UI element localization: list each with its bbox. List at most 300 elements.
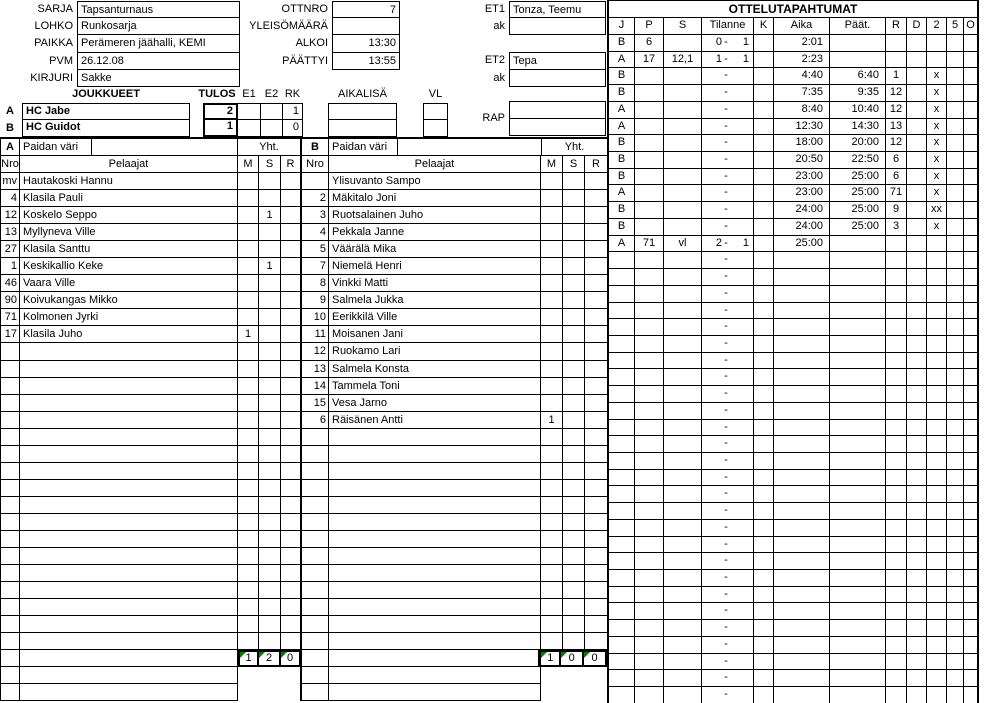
empty-event-row[interactable]: [609, 269, 977, 286]
player-row[interactable]: [1, 292, 301, 309]
empty-player-row[interactable]: [302, 599, 607, 616]
event-row[interactable]: [609, 52, 977, 69]
cell-goals[interactable]: [238, 412, 259, 428]
cell-assists[interactable]: [664, 202, 702, 219]
cell-player-number[interactable]: 9: [886, 202, 907, 219]
cell-o[interactable]: [964, 420, 977, 437]
cell-team[interactable]: B: [609, 135, 635, 152]
cell-penalties[interactable]: [585, 514, 607, 530]
cell-scorer[interactable]: [635, 386, 664, 403]
cell-2min[interactable]: [927, 620, 947, 637]
cell-k[interactable]: [754, 35, 774, 52]
event-row[interactable]: [609, 169, 977, 186]
cell-o[interactable]: [964, 219, 977, 236]
cell-team[interactable]: [609, 436, 635, 453]
cell-k[interactable]: [754, 670, 774, 687]
cell-score[interactable]: [702, 336, 754, 353]
cell-d[interactable]: [907, 654, 927, 671]
cell-time-end[interactable]: 14:30: [830, 119, 886, 136]
cell-player-name[interactable]: Hautakoski Hannu: [20, 173, 238, 189]
cell-number[interactable]: 11: [302, 326, 329, 342]
cell-assists[interactable]: [664, 185, 702, 202]
empty-player-row[interactable]: [1, 429, 301, 446]
event-row[interactable]: [609, 236, 977, 253]
cell-assists[interactable]: vl: [664, 236, 702, 253]
cell-goals[interactable]: [541, 582, 563, 598]
cell-penalties[interactable]: [281, 633, 300, 649]
cell-score[interactable]: [702, 135, 754, 152]
cell-assists[interactable]: [259, 463, 281, 479]
cell-time-start[interactable]: [774, 336, 830, 353]
cell-time-start[interactable]: [774, 687, 830, 703]
cell-goals[interactable]: [238, 582, 259, 598]
event-row[interactable]: [609, 85, 977, 102]
cell-assists[interactable]: [563, 429, 585, 445]
cell-5min[interactable]: [947, 152, 964, 169]
cell-o[interactable]: [964, 486, 977, 503]
cell-score[interactable]: [702, 319, 754, 336]
cell-o[interactable]: [964, 386, 977, 403]
cell-team[interactable]: [609, 587, 635, 604]
cell-player-number[interactable]: [886, 654, 907, 671]
cell-number[interactable]: [1, 548, 20, 564]
player-row[interactable]: [302, 309, 607, 326]
cell-number[interactable]: 4: [1, 190, 20, 206]
cell-d[interactable]: [907, 269, 927, 286]
cell-assists[interactable]: [563, 275, 585, 291]
cell-scorer[interactable]: [635, 252, 664, 269]
cell-penalties[interactable]: [585, 497, 607, 513]
cell-5min[interactable]: [947, 319, 964, 336]
cell-player-number[interactable]: [886, 353, 907, 370]
cell-player-number[interactable]: [886, 420, 907, 437]
cell-number[interactable]: [1, 395, 20, 411]
event-row[interactable]: [609, 135, 977, 152]
cell-scorer[interactable]: [635, 152, 664, 169]
cell-penalties[interactable]: [281, 446, 300, 462]
cell-score[interactable]: [702, 520, 754, 537]
cell-penalties[interactable]: [281, 514, 300, 530]
cell-2min[interactable]: x: [927, 169, 947, 186]
cell-number[interactable]: [302, 480, 329, 496]
cell-goals[interactable]: [541, 258, 563, 274]
team-b-name-cell[interactable]: HC Guidot: [22, 120, 190, 137]
cell-2min[interactable]: [927, 403, 947, 420]
cell-player-name[interactable]: Moisanen Jani: [329, 326, 541, 342]
cell-goals[interactable]: [238, 565, 259, 581]
cell-time-end[interactable]: [830, 336, 886, 353]
cell-2min[interactable]: [927, 336, 947, 353]
cell-penalties[interactable]: [585, 378, 607, 394]
cell-2min[interactable]: [927, 319, 947, 336]
cell-d[interactable]: [907, 52, 927, 69]
cell-2min[interactable]: x: [927, 119, 947, 136]
cell-5min[interactable]: [947, 520, 964, 537]
cell-player-name[interactable]: Kolmonen Jyrki: [20, 309, 238, 325]
cell-scorer[interactable]: [635, 620, 664, 637]
cell-penalties[interactable]: [585, 463, 607, 479]
cell-d[interactable]: [907, 68, 927, 85]
cell-assists[interactable]: [259, 361, 281, 377]
cell-penalties[interactable]: [281, 224, 300, 240]
cell-team[interactable]: [609, 403, 635, 420]
cell-o[interactable]: [964, 319, 977, 336]
cell-k[interactable]: [754, 135, 774, 152]
cell-goals[interactable]: [541, 309, 563, 325]
player-row[interactable]: [1, 241, 301, 258]
cell-assists[interactable]: [563, 224, 585, 240]
cell-penalties[interactable]: [281, 173, 300, 189]
cell-o[interactable]: [964, 286, 977, 303]
cell-penalties[interactable]: [585, 548, 607, 564]
cell-2min[interactable]: [927, 470, 947, 487]
player-row[interactable]: [302, 361, 607, 378]
team-a-e1-cell[interactable]: [237, 103, 261, 120]
cell-assists[interactable]: [664, 503, 702, 520]
cell-score[interactable]: [702, 269, 754, 286]
cell-2min[interactable]: [927, 286, 947, 303]
cell-number[interactable]: [1, 480, 20, 496]
cell-score[interactable]: [702, 553, 754, 570]
cell-goals[interactable]: [238, 548, 259, 564]
player-row[interactable]: [302, 224, 607, 241]
cell-team[interactable]: [609, 303, 635, 320]
empty-player-row[interactable]: [302, 497, 607, 514]
cell-time-end[interactable]: [830, 537, 886, 554]
cell-d[interactable]: [907, 152, 927, 169]
cell-assists[interactable]: [664, 553, 702, 570]
empty-event-row[interactable]: [609, 353, 977, 370]
cell-player-number[interactable]: [886, 670, 907, 687]
cell-player-name[interactable]: Klasila Santtu: [20, 241, 238, 257]
cell-time-end[interactable]: 10:40: [830, 102, 886, 119]
cell-player-number[interactable]: [886, 403, 907, 420]
cell-2min[interactable]: [927, 269, 947, 286]
cell-o[interactable]: [964, 687, 977, 703]
cell-team[interactable]: [609, 369, 635, 386]
cell-player-number[interactable]: [886, 52, 907, 69]
cell-time-start[interactable]: [774, 637, 830, 654]
cell-time-end[interactable]: 25:00: [830, 219, 886, 236]
cell-penalties[interactable]: [585, 173, 607, 189]
cell-player-name[interactable]: [329, 531, 541, 547]
cell-assists[interactable]: [563, 326, 585, 342]
empty-player-row[interactable]: [1, 378, 301, 395]
cell-goals[interactable]: [238, 207, 259, 223]
cell-player-number[interactable]: [886, 453, 907, 470]
cell-penalties[interactable]: [585, 429, 607, 445]
cell-goals[interactable]: [238, 429, 259, 445]
cell-penalties[interactable]: [585, 531, 607, 547]
empty-player-row[interactable]: [1, 531, 301, 548]
cell-number[interactable]: [1, 343, 20, 359]
cell-number[interactable]: [1, 531, 20, 547]
cell-player-name[interactable]: Salmela Jukka: [329, 292, 541, 308]
cell-assists[interactable]: [664, 670, 702, 687]
cell-d[interactable]: [907, 185, 927, 202]
cell-time-end[interactable]: [830, 286, 886, 303]
cell-player-name[interactable]: [20, 480, 238, 496]
cell-assists[interactable]: [563, 395, 585, 411]
cell-assists[interactable]: [664, 654, 702, 671]
cell-score[interactable]: [702, 219, 754, 236]
cell-scorer[interactable]: [635, 587, 664, 604]
cell-assists[interactable]: [259, 548, 281, 564]
cell-score[interactable]: [702, 68, 754, 85]
cell-2min[interactable]: [927, 369, 947, 386]
cell-assists[interactable]: [563, 361, 585, 377]
cell-goals[interactable]: [541, 343, 563, 359]
cell-score[interactable]: [702, 353, 754, 370]
cell-scorer[interactable]: [635, 286, 664, 303]
cell-number[interactable]: [302, 531, 329, 547]
cell-goals[interactable]: [541, 241, 563, 257]
cell-number[interactable]: 10: [302, 309, 329, 325]
cell-time-start[interactable]: [774, 319, 830, 336]
cell-time-end[interactable]: [830, 252, 886, 269]
cell-penalties[interactable]: [281, 599, 300, 615]
cell-time-end[interactable]: 6:40: [830, 68, 886, 85]
total-penalties-cell[interactable]: [582, 650, 607, 667]
cell-k[interactable]: [754, 537, 774, 554]
cell-time-start[interactable]: 4:40: [774, 68, 830, 85]
cell-time-start[interactable]: 20:50: [774, 152, 830, 169]
empty-event-row[interactable]: [609, 286, 977, 303]
cell-assists[interactable]: [563, 480, 585, 496]
cell-goals[interactable]: [541, 633, 563, 649]
cell-score[interactable]: [702, 537, 754, 554]
cell-assists[interactable]: [563, 173, 585, 189]
cell-d[interactable]: [907, 503, 927, 520]
cell-time-end[interactable]: [830, 453, 886, 470]
cell-goals[interactable]: [541, 599, 563, 615]
cell-d[interactable]: [907, 570, 927, 587]
cell-player-number[interactable]: 13: [886, 119, 907, 136]
cell-time-start[interactable]: [774, 420, 830, 437]
cell-penalties[interactable]: [585, 633, 607, 649]
cell-penalties[interactable]: [281, 378, 300, 394]
cell-penalties[interactable]: [585, 582, 607, 598]
cell-2min[interactable]: x: [927, 85, 947, 102]
cell-d[interactable]: [907, 537, 927, 554]
event-row[interactable]: [609, 152, 977, 169]
cell-player-name[interactable]: [20, 667, 238, 684]
cell-scorer[interactable]: [635, 68, 664, 85]
cell-number[interactable]: [302, 446, 329, 462]
cell-5min[interactable]: [947, 386, 964, 403]
cell-penalties[interactable]: [281, 412, 300, 428]
cell-player-name[interactable]: [329, 497, 541, 513]
cell-k[interactable]: [754, 453, 774, 470]
cell-player-name[interactable]: Vinkki Matti: [329, 275, 541, 291]
cell-player-name[interactable]: [20, 395, 238, 411]
empty-player-row[interactable]: [1, 565, 301, 582]
cell-k[interactable]: [754, 286, 774, 303]
cell-2min[interactable]: x: [927, 219, 947, 236]
cell-assists[interactable]: [664, 687, 702, 703]
cell-number[interactable]: 2: [302, 190, 329, 206]
cell-team[interactable]: A: [609, 185, 635, 202]
cell-assists[interactable]: [664, 420, 702, 437]
cell-o[interactable]: [964, 620, 977, 637]
cell-score[interactable]: [702, 420, 754, 437]
cell-assists[interactable]: [259, 326, 281, 342]
cell-scorer[interactable]: [635, 503, 664, 520]
cell-assists[interactable]: [259, 173, 281, 189]
cell-player-number[interactable]: [886, 286, 907, 303]
cell-player-number[interactable]: [886, 236, 907, 253]
cell-goals[interactable]: [238, 292, 259, 308]
cell-2min[interactable]: x: [927, 185, 947, 202]
cell-o[interactable]: [964, 303, 977, 320]
cell-time-start[interactable]: [774, 570, 830, 587]
et2-value-cell[interactable]: Tepa: [509, 52, 606, 69]
cell-assists[interactable]: [664, 336, 702, 353]
cell-2min[interactable]: [927, 587, 947, 604]
cell-assists[interactable]: [664, 603, 702, 620]
cell-k[interactable]: [754, 587, 774, 604]
cell-scorer[interactable]: [635, 369, 664, 386]
cell-k[interactable]: [754, 520, 774, 537]
cell-time-end[interactable]: [830, 553, 886, 570]
cell-assists[interactable]: [259, 241, 281, 257]
cell-2min[interactable]: [927, 453, 947, 470]
cell-assists[interactable]: [664, 369, 702, 386]
cell-assists[interactable]: [664, 470, 702, 487]
cell-scorer[interactable]: [635, 185, 664, 202]
cell-d[interactable]: [907, 85, 927, 102]
cell-number[interactable]: [302, 173, 329, 189]
cell-k[interactable]: [754, 436, 774, 453]
cell-scorer[interactable]: [635, 420, 664, 437]
player-row[interactable]: [302, 395, 607, 412]
cell-goals[interactable]: [541, 565, 563, 581]
empty-player-row[interactable]: [302, 429, 607, 446]
cell-d[interactable]: [907, 286, 927, 303]
empty-event-row[interactable]: [609, 386, 977, 403]
paattyi-value-cell[interactable]: 13:55: [332, 53, 400, 70]
empty-player-row[interactable]: [1, 446, 301, 463]
cell-player-number[interactable]: [886, 520, 907, 537]
cell-goals[interactable]: [541, 463, 563, 479]
cell-player-name[interactable]: Vesa Jarno: [329, 395, 541, 411]
cell-score[interactable]: [702, 503, 754, 520]
shirt-color-cell[interactable]: [91, 139, 238, 155]
trailing-row[interactable]: [302, 684, 607, 701]
cell-number[interactable]: 12: [1, 207, 20, 223]
cell-team[interactable]: A: [609, 119, 635, 136]
et1-value-cell[interactable]: Tonza, Teemu: [509, 1, 606, 18]
cell-5min[interactable]: [947, 453, 964, 470]
cell-time-start[interactable]: 24:00: [774, 202, 830, 219]
cell-k[interactable]: [754, 269, 774, 286]
cell-team[interactable]: B: [609, 152, 635, 169]
empty-event-row[interactable]: [609, 319, 977, 336]
cell-team[interactable]: [609, 503, 635, 520]
empty-event-row[interactable]: [609, 654, 977, 671]
cell-time-end[interactable]: [830, 269, 886, 286]
event-row[interactable]: [609, 185, 977, 202]
cell-o[interactable]: [964, 537, 977, 554]
cell-score[interactable]: [702, 587, 754, 604]
cell-goals[interactable]: [238, 616, 259, 632]
cell-scorer[interactable]: [635, 603, 664, 620]
event-row[interactable]: [609, 102, 977, 119]
cell-number[interactable]: [302, 684, 329, 701]
empty-event-row[interactable]: [609, 252, 977, 269]
cell-k[interactable]: [754, 470, 774, 487]
cell-penalties[interactable]: [585, 361, 607, 377]
player-row[interactable]: [1, 309, 301, 326]
cell-player-number[interactable]: 12: [886, 85, 907, 102]
cell-score[interactable]: [702, 386, 754, 403]
total-penalties-cell[interactable]: [279, 650, 301, 667]
cell-assists[interactable]: [563, 207, 585, 223]
cell-player-name[interactable]: [20, 565, 238, 581]
cell-time-end[interactable]: [830, 436, 886, 453]
empty-player-row[interactable]: [302, 616, 607, 633]
cell-score[interactable]: [702, 35, 754, 52]
cell-assists[interactable]: [664, 68, 702, 85]
cell-5min[interactable]: [947, 637, 964, 654]
cell-scorer[interactable]: [635, 637, 664, 654]
player-row[interactable]: [302, 173, 607, 190]
cell-player-name[interactable]: [329, 599, 541, 615]
cell-player-name[interactable]: [329, 514, 541, 530]
cell-scorer[interactable]: [635, 403, 664, 420]
empty-player-row[interactable]: [1, 412, 301, 429]
cell-goals[interactable]: [238, 599, 259, 615]
empty-player-row[interactable]: [302, 463, 607, 480]
cell-penalties[interactable]: [281, 497, 300, 513]
cell-o[interactable]: [964, 403, 977, 420]
empty-player-row[interactable]: [1, 633, 301, 650]
player-row[interactable]: [1, 275, 301, 292]
shirt-color-cell[interactable]: [397, 139, 542, 155]
cell-k[interactable]: [754, 119, 774, 136]
cell-penalties[interactable]: [281, 309, 300, 325]
cell-assists[interactable]: [664, 403, 702, 420]
player-row[interactable]: [1, 224, 301, 241]
player-row[interactable]: [302, 343, 607, 360]
cell-penalties[interactable]: [585, 309, 607, 325]
alkoi-value-cell[interactable]: 13:30: [332, 35, 400, 52]
cell-goals[interactable]: [541, 548, 563, 564]
empty-event-row[interactable]: [609, 420, 977, 437]
empty-event-row[interactable]: [609, 336, 977, 353]
cell-player-name[interactable]: [329, 667, 541, 684]
total-goals-cell[interactable]: [238, 650, 259, 667]
cell-goals[interactable]: [238, 241, 259, 257]
team-b-e2-cell[interactable]: [260, 120, 283, 137]
cell-score[interactable]: [702, 654, 754, 671]
cell-assists[interactable]: [563, 446, 585, 462]
empty-event-row[interactable]: [609, 453, 977, 470]
cell-assists[interactable]: [563, 633, 585, 649]
cell-time-end[interactable]: [830, 319, 886, 336]
cell-player-number[interactable]: [886, 486, 907, 503]
cell-player-name[interactable]: Mäkitalo Joni: [329, 190, 541, 206]
cell-player-number[interactable]: [886, 303, 907, 320]
cell-player-number[interactable]: [886, 687, 907, 703]
cell-o[interactable]: [964, 670, 977, 687]
cell-assists[interactable]: [259, 378, 281, 394]
cell-number[interactable]: [1, 616, 20, 632]
cell-scorer[interactable]: 17: [635, 52, 664, 69]
cell-k[interactable]: [754, 219, 774, 236]
cell-2min[interactable]: [927, 420, 947, 437]
cell-d[interactable]: [907, 453, 927, 470]
